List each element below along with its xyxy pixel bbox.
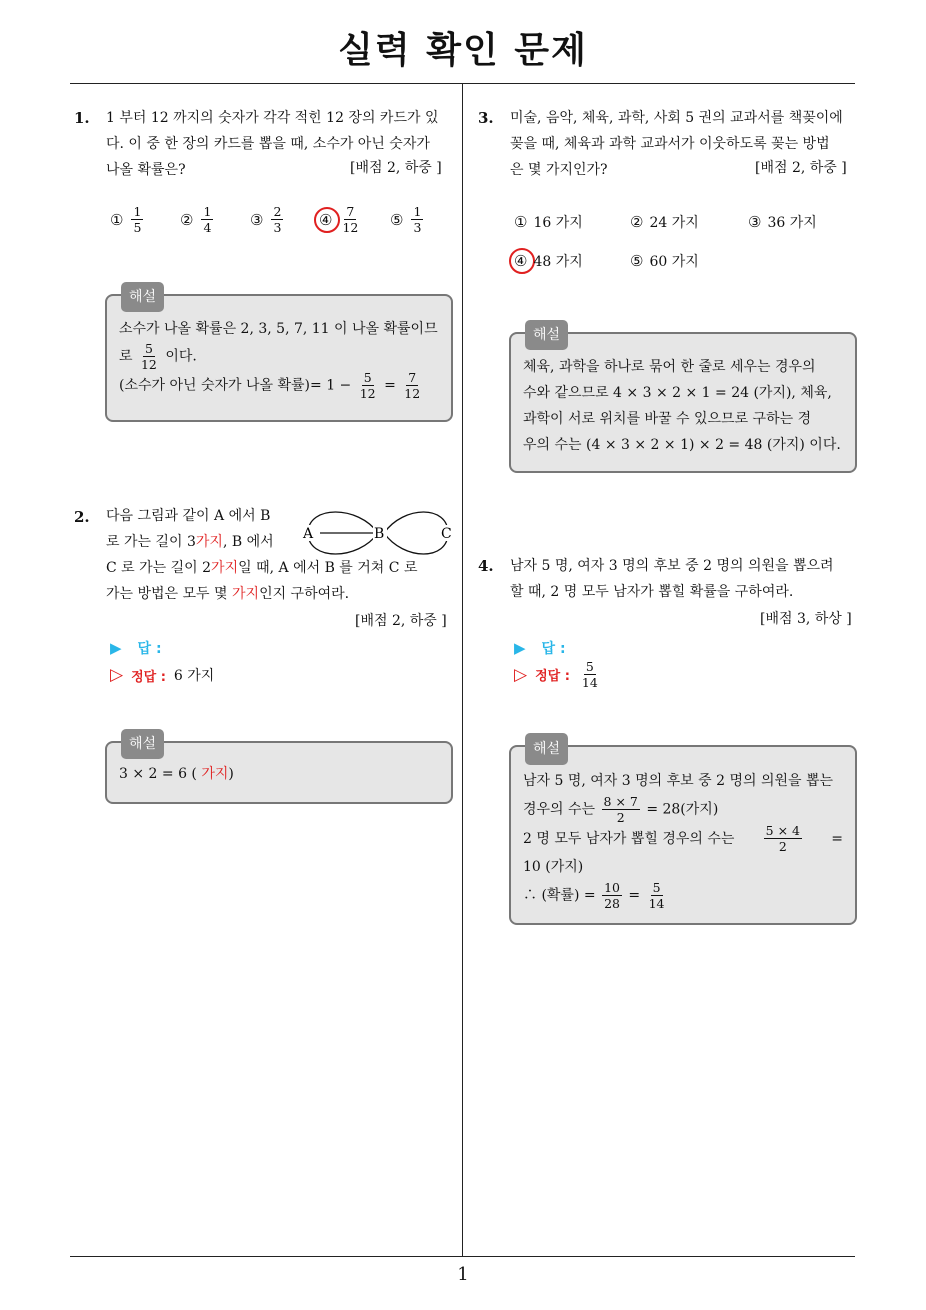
q1-explanation-box [105, 289, 453, 422]
outline-triangle-icon: ▷ [514, 664, 528, 685]
page-title: 실력 확인 문제 [338, 30, 588, 71]
q1-choice-5[interactable] [390, 205, 425, 234]
explanation-line: (소수가 아닌 숫자가 나올 확률)= 1 − $\frac{5}{12}$ = $\frac{7}{12}$ [119, 370, 421, 401]
choice-mark: ② [630, 213, 644, 231]
choice-mark: ③ [748, 213, 762, 231]
explanation-line: 3 × 2 = 6 ( 가지) [119, 766, 234, 782]
q3-choice-3[interactable] [748, 212, 817, 232]
question-2-line: 가는 방법은 모두 몇 가지인지 구하여라. [106, 586, 350, 602]
question-4-meta: [배점 3, 하상 ] [760, 611, 852, 627]
choice-text: 48 가지 [533, 254, 583, 270]
q3-choice-1[interactable] [514, 212, 583, 232]
correct-value-fraction: $\frac{5}{14}$ [581, 659, 598, 690]
question-3-line: 꽂을 때, 체육과 과학 교과서가 이웃하도록 꽂는 방법 [510, 136, 830, 152]
play-icon: ▶ [110, 639, 122, 657]
choice-fraction: $\frac{1}{5}$ [133, 204, 142, 235]
explanation-label: 해설 [121, 729, 164, 759]
node-a-label: A [303, 526, 314, 542]
choice-text: 36 가지 [767, 215, 817, 231]
question-3-line: 은 몇 가지인가? [510, 162, 608, 178]
explanation-label: 해설 [525, 733, 568, 765]
choice-mark: ② [180, 210, 194, 229]
fraction: $\frac{5}{12}$ [140, 341, 157, 372]
explanation-line: 수와 같으므로 4 × 3 × 2 × 1 = 24 (가지), 체육, [523, 385, 832, 401]
explanation-line: 체육, 과학을 하나로 묶어 한 줄로 세우는 경우의 [523, 359, 816, 375]
fraction: $\frac{5 \times 4}{2}$ [765, 823, 800, 854]
choice-text: 24 가지 [649, 215, 699, 231]
q4-correct-line [514, 660, 602, 689]
question-2-line: 로 가는 길이 3가지, B 에서 [106, 534, 274, 550]
choice-mark: ③ [250, 210, 264, 229]
question-2-line: 다음 그림과 같이 A 에서 B [106, 508, 271, 524]
outline-triangle-icon: ▷ [110, 665, 124, 685]
fraction: $\frac{8 \times 7}{2}$ [603, 794, 638, 825]
q2-explanation-box [105, 736, 453, 804]
explanation-line: 우의 수는 (4 × 3 × 2 × 1) × 2 = 48 (가지) 이다. [523, 437, 841, 453]
q4-answer-line [514, 638, 566, 658]
q3-choice-5[interactable] [630, 251, 699, 271]
correct-label: 정답 : [131, 669, 166, 685]
fraction: $\frac{5}{14}$ [648, 880, 665, 911]
correct-value: 6 가지 [173, 668, 215, 684]
explanation-line: 2 명 모두 남자가 뽑힐 경우의 수는 $\frac{5 \times 4}{2}$ = [523, 823, 843, 854]
explanation-line: 로 $\frac{5}{12}$ 이다. [119, 341, 197, 372]
explanation-line: 소수가 나올 확률은 2, 3, 5, 7, 11 이 나올 확률이므 [119, 321, 438, 337]
explanation-line: 10 (가지) [523, 859, 584, 875]
question-3-number: 3. [478, 109, 494, 127]
question-4-line: 남자 5 명, 여자 3 명의 후보 중 2 명의 의원을 뽑으려 [510, 558, 834, 574]
play-icon: ▶ [514, 639, 526, 657]
choice-text: 16 가지 [533, 215, 583, 231]
correct-label: 정답 : [535, 669, 570, 684]
choice-fraction: $\frac{1}{4}$ [203, 204, 212, 235]
q1-choice-4[interactable] [319, 205, 362, 234]
choice-fraction: $\frac{1}{3}$ [413, 204, 422, 235]
q3-choice-4[interactable] [514, 251, 583, 271]
node-c-label: C [441, 526, 452, 542]
choice-mark: ④ [319, 210, 333, 229]
explanation-line: 남자 5 명, 여자 3 명의 후보 중 2 명의 의원을 뽑는 [523, 773, 834, 789]
choice-mark: ④ [514, 252, 528, 270]
answer-label: 답 : [137, 641, 162, 657]
bottom-divider [70, 1256, 855, 1257]
question-2-number: 2. [74, 508, 90, 526]
route-bc-curve [384, 512, 448, 554]
choice-mark: ① [514, 213, 528, 231]
fraction: $\frac{5}{12}$ [359, 370, 376, 401]
explanation-line: ∴ (확률) = $\frac{10}{28}$ = $\frac{5}{14}$ [523, 880, 665, 911]
question-1-number: 1. [74, 109, 90, 127]
question-2-meta: [배점 2, 하중 ] [355, 613, 447, 629]
question-1-line: 1 부터 12 까지의 숫자가 각각 적힌 12 장의 카드가 있 [106, 110, 439, 126]
node-b-label: B [374, 526, 385, 542]
choice-mark: ① [110, 210, 124, 229]
question-1-meta: [배점 2, 하중 ] [350, 160, 442, 176]
choice-fraction: $\frac{2}{3}$ [273, 204, 282, 235]
fraction: $\frac{7}{12}$ [404, 370, 421, 401]
question-1-line: 다. 이 중 한 장의 카드를 뽑을 때, 소수가 아닌 숫자가 [106, 136, 430, 152]
question-4-line: 할 때, 2 명 모두 남자가 뽑힐 확률을 구하여라. [510, 584, 794, 600]
q1-choice-1[interactable] [110, 205, 145, 234]
explanation-line: 경우의 수는 $\frac{8 \times 7}{2}$ = 28(가지) [523, 794, 719, 825]
choice-fraction: $\frac{7}{12}$ [342, 204, 359, 235]
question-4-text [510, 553, 860, 605]
question-1-line: 나올 확률은? [106, 162, 186, 178]
column-divider [462, 83, 463, 1257]
q1-choice-3[interactable] [250, 205, 285, 234]
question-4-number: 4. [478, 557, 494, 575]
choice-mark: ⑤ [630, 252, 644, 270]
choice-mark: ⑤ [390, 210, 404, 229]
q2-correct-line [110, 665, 214, 685]
explanation-label: 해설 [525, 320, 568, 350]
q3-choice-2[interactable] [630, 212, 699, 232]
q1-choice-2[interactable] [180, 205, 215, 234]
explanation-line: 과학이 서로 위치를 바꿀 수 있으므로 구하는 경 [523, 411, 812, 427]
choice-text: 60 가지 [649, 254, 699, 270]
page-number: 1 [457, 1264, 469, 1285]
question-3-meta: [배점 2, 하중 ] [755, 160, 847, 176]
q3-explanation-box [509, 327, 857, 473]
answer-label: 답 : [541, 641, 566, 657]
q2-answer-line [110, 638, 162, 658]
q4-explanation-box [509, 741, 857, 925]
question-2-line: C 로 가는 길이 2가지일 때, A 에서 B 를 거쳐 C 로 [106, 560, 418, 576]
fraction: $\frac{10}{28}$ [604, 880, 620, 911]
question-3-line: 미술, 음악, 체육, 과학, 사회 5 권의 교과서를 책꽂이에 [510, 110, 843, 126]
explanation-label: 해설 [121, 282, 164, 312]
path-diagram [298, 505, 458, 561]
